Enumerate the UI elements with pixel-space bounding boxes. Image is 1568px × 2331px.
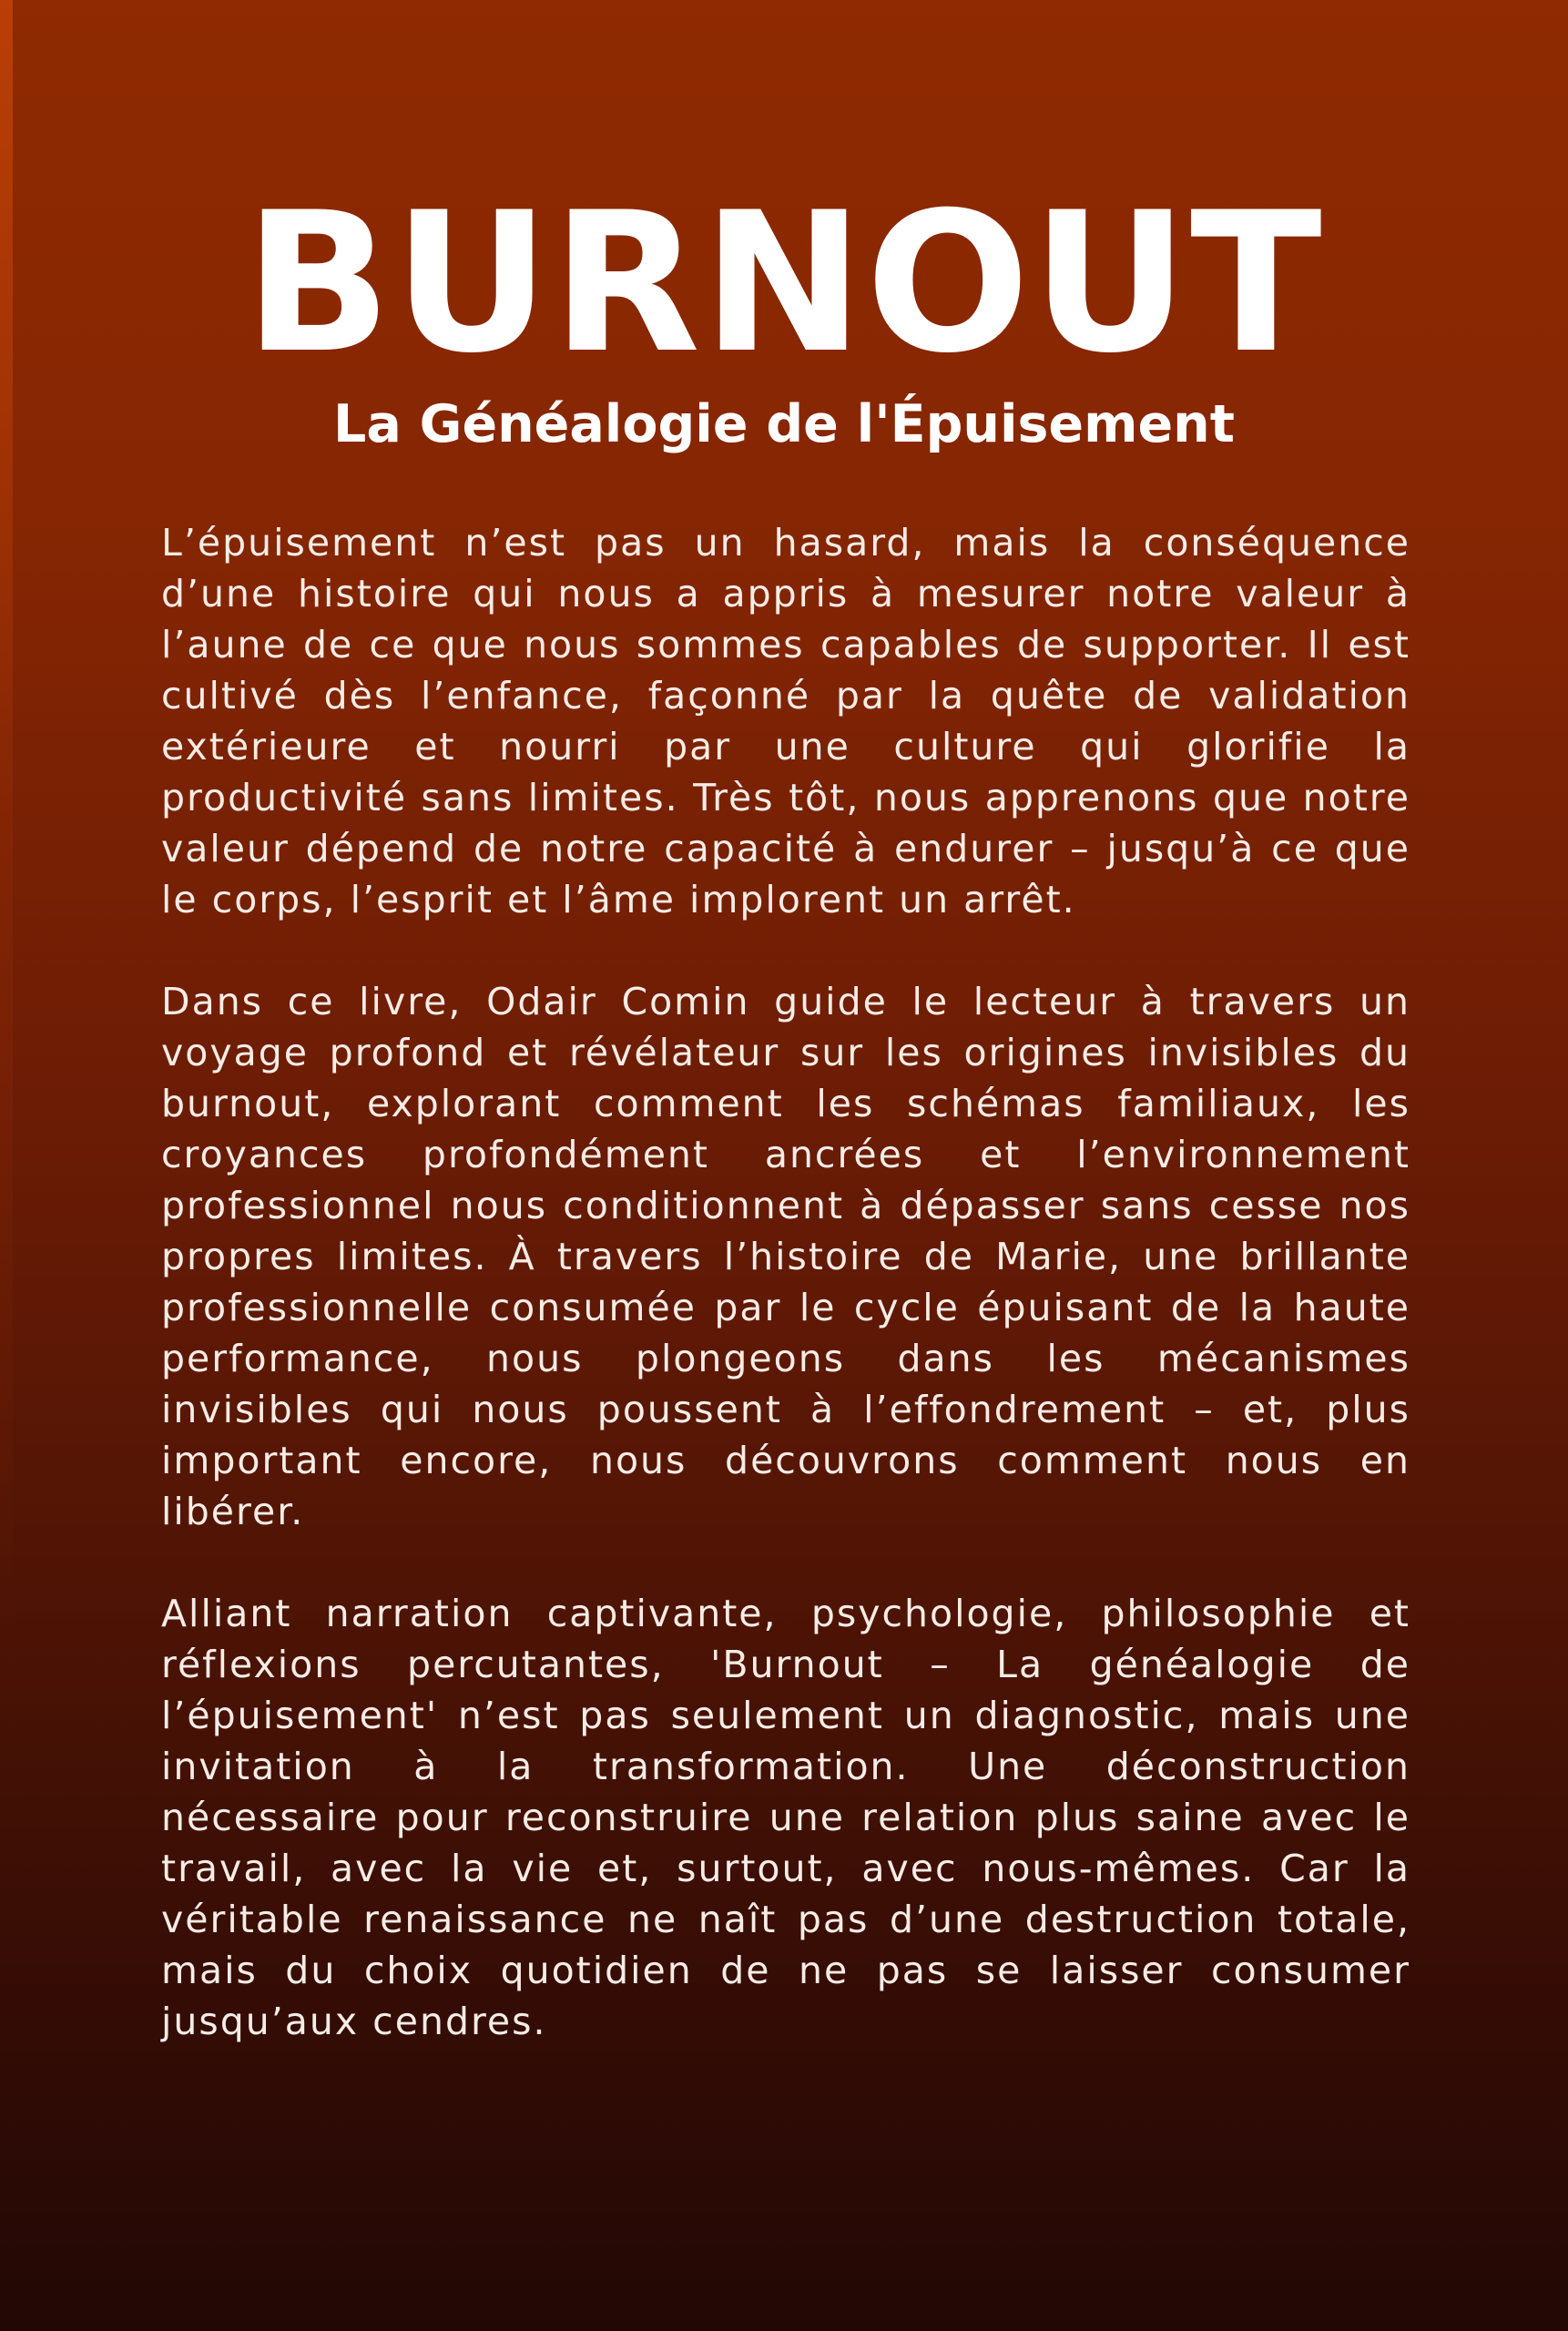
book-title: BURNOUT: [244, 170, 1324, 395]
blurb-paragraph-1: L’épuisement n’est pas un hasard, mais la conséquence d’une histoire qui nous a appris à mesurer notre valeur à l’aune de ce que nous sommes capables de supporter. Il est cultivé dès l’enfance, façonné par la quête de validation extérieure et nourri par une culture qui glorifie la productivité sans limites. Très tôt, nous apprenons que notre valeur dépend de notre capacité à endurer – jusqu’à ce que le corps, l’esprit et l’âme implorent un arrêt.: [161, 521, 1410, 921]
blurb: [161, 517, 1410, 2098]
book-subtitle: La Généalogie de l'Épuisement: [333, 394, 1235, 454]
blurb-paragraph-3: Alliant narration captivante, psychologie, philosophie et réflexions percutantes, 'Burnout – La généalogie de l’épuisement' n’est pas seulement un diagnostic, mais une invitation à la transformation. Une déconstruction nécessaire pour reconstruire une relation plus saine avec le travail, avec la vie et, surtout, avec nous-mêmes. Car la véritable renaissance ne naît pas d’une destruction totale, mais du choix quotidien de ne pas se laisser consumer jusqu’aux cendres.: [161, 1592, 1410, 2043]
blurb-paragraph-2: Dans ce livre, Odair Comin guide le lecteur à travers un voyage profond et révélateur sur les origines invisibles du burnout, explorant comment les schémas familiaux, les croyances profondément ancrées et l’environnement professionnel nous conditionnent à dépasser sans cesse nos propres limites. À travers l’histoire de Marie, une brillante professionnelle consumée par le cycle épuisant de la haute performance, nous plongeons dans les mécanismes invisibles qui nous poussent à l’effondrement – et, plus important encore, nous découvrons comment nous en libérer.: [161, 980, 1410, 1533]
